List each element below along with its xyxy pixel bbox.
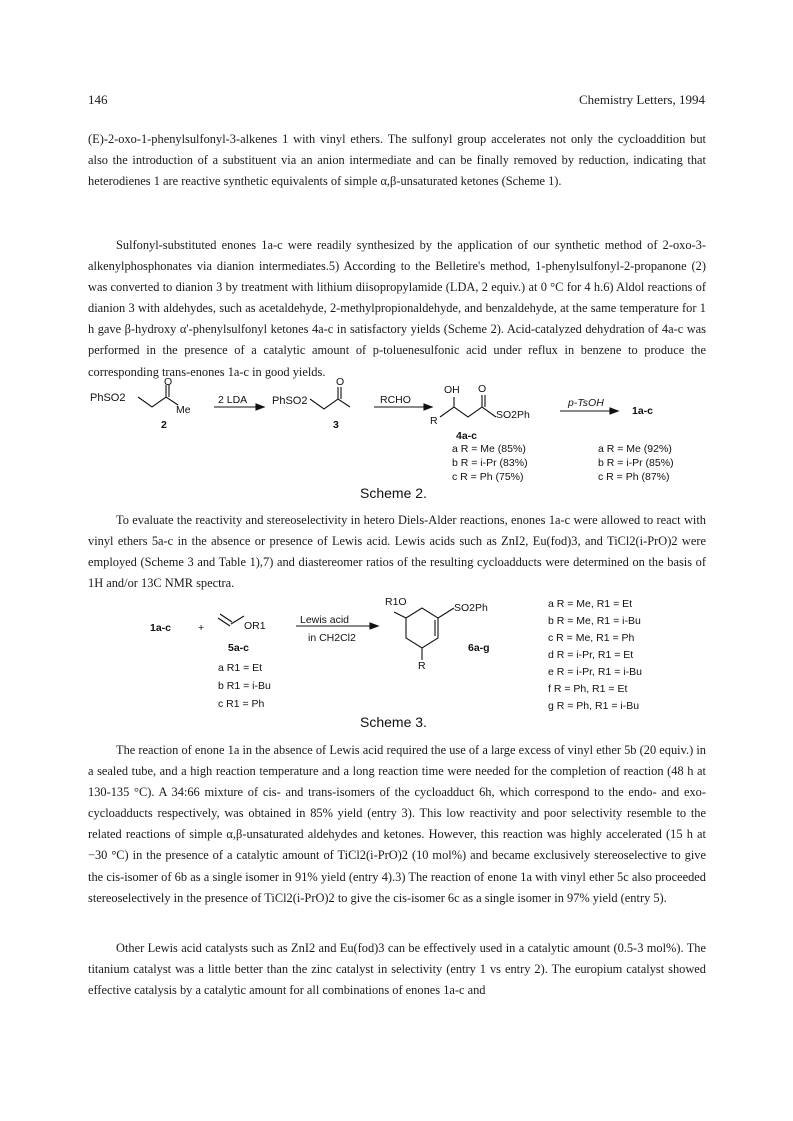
reagent-rcho: RCHO: [380, 394, 411, 406]
o-label-2: O: [164, 376, 173, 388]
list1-b: b R = i-Pr (85%): [598, 457, 674, 469]
list6-b: b R = Me, R1 = i-Bu: [548, 615, 641, 627]
solvent-label: in CH2Cl2: [308, 632, 356, 644]
list6-f: f R = Ph, R1 = Et: [548, 683, 628, 695]
scheme-2-caption: Scheme 2.: [360, 485, 427, 501]
list5-b: b R1 = i-Bu: [218, 680, 271, 692]
plus-sign: +: [198, 622, 205, 634]
compound-4-label: 4a-c: [456, 430, 478, 442]
list4-c: c R = Ph (75%): [452, 471, 524, 483]
list5-c: c R1 = Ph: [218, 698, 265, 710]
list1-c: c R = Ph (87%): [598, 471, 670, 483]
compound-6-label: 6a-g: [468, 642, 490, 654]
list6-d: d R = i-Pr, R1 = Et: [548, 649, 634, 661]
phso2-label-3: PhSO2: [272, 395, 308, 407]
compound-1-label: 1a-c: [632, 405, 654, 417]
list4-a: a R = Me (85%): [452, 443, 526, 455]
reagent-lda: 2 LDA: [218, 394, 248, 406]
reagent-lewis-acid: Lewis acid: [300, 614, 350, 626]
r1o-label: R1O: [385, 596, 407, 608]
paragraph-2: Sulfonyl-substituted enones 1a-c were readily synthesized by the application of our synthetic method of 2-oxo-3-alkenylphosphonates via dianion intermediates.5) According to the Belletire's method, 1-phenylsulfonyl-2-propanone (2) was converted to dianion 3 by treatment with lithium diisopropylamide (LDA, 2 equiv.) at 0 °C for 4 h.6) Aldol reactions of dianion 3 with aldehydes, such as acetaldehyde, 2-methylpropionaldehyde, and benzaldehyde, at the same temperature for 1 h gave β-hydroxy α'-phenylsulfonyl ketones 4a-c in satisfactory yields (Scheme 2). Acid-catalyzed dehydration of 4a-c was performed in the presence of a catalytic amount of p-toluenesulfonic acid under reflux in benzene to produce the corresponding trans-enones 1a-c in good yields.: [88, 238, 706, 379]
so2ph-label-4: SO2Ph: [496, 409, 530, 421]
list6-c: c R = Me, R1 = Ph: [548, 632, 635, 644]
paragraph-3: To evaluate the reactivity and stereoselectivity in hetero Diels-Alder reactions, enones 1a-c were allowed to react with vinyl ethers 5a-c in the absence or presence of Lewis acid. Lewis acids such as ZnI2, Eu(fod)3, and TiCl2(i-PrO)2 were employed (Scheme 3 and Table 1),7) and diastereomer ratios of the resulting cycloadducts were determined on the basis of 1H and/or 13C NMR spectra.: [88, 513, 706, 591]
compound-3-label: 3: [333, 419, 339, 431]
or1-label: OR1: [244, 620, 266, 632]
scheme-2: [88, 376, 706, 505]
list1-a: a R = Me (92%): [598, 443, 672, 455]
paragraph-1: (E)-2-oxo-1-phenylsulfonyl-3-alkenes 1 with vinyl ethers. The sulfonyl group accelerates not only the cycloaddition but also the introduction of a substituent via an anion intermediate and can be finally removed by reduction, indicating that heterodienes 1 are reactive synthetic equivalents of simple α,β-unsaturated ketones (Scheme 1).: [88, 132, 706, 189]
paragraph-4: The reaction of enone 1a in the absence of Lewis acid required the use of a large excess of vinyl ether 5b (20 equiv.) in a sealed tube, and a high reaction temperature and a long reaction time were needed for the completion of reaction (48 h at 130-135 °C). A 34:66 mixture of cis- and trans-isomers of the cycloadduct 6h, which correspond to the endo- and exo-cycloadducts respectively, was obtained in 85% yield (entry 3). This low reactivity and poor selectivity resemble to the related reactions of simple α,β-unsaturated aldehydes and ketones. However, this reaction was highly accelerated (15 h at −30 °C) in the presence of a catalytic amount of TiCl2(i-PrO)2 (10 mol%) and became exclusively stereoselective to give the cis-isomer of 6b as a single isomer in 91% yield (entry 4).3) The reaction of enone 1a with vinyl ether 5c also proceeded stereoselectively in the presence of TiCl2(i-PrO)2 to give the cis-isomer 6c as a single isomer in 97% yield (entry 5).: [88, 743, 706, 905]
oh-label: OH: [444, 384, 460, 396]
page-number: 146: [88, 92, 108, 107]
compound-5-label: 5a-c: [228, 642, 250, 654]
phso2-label-2: PhSO2: [90, 392, 126, 404]
compound-2-label: 2: [161, 419, 167, 431]
so2ph-label-6: SO2Ph: [454, 602, 488, 614]
r-label-6: R: [418, 660, 426, 672]
o-label-3: O: [336, 376, 345, 388]
list6-e: e R = i-Pr, R1 = i-Bu: [548, 666, 642, 678]
paragraph-5: Other Lewis acid catalysts such as ZnI2 and Eu(fod)3 can be effectively used in a catalytic amount (0.5-3 mol%). The titanium catalyst was a little better than the zinc catalyst in selectivity (entry 1 vs entry 2). The europium catalyst showed effective catalysis by a catalytic amount for all combinations of enones 1a-c and: [88, 941, 706, 998]
me-label: Me: [176, 404, 191, 416]
list5-a: a R1 = Et: [218, 662, 263, 674]
r-label-4: R: [430, 415, 438, 427]
reactant-1-label: 1a-c: [150, 622, 172, 634]
o-label-4: O: [478, 383, 487, 395]
list6-g: g R = Ph, R1 = i-Bu: [548, 700, 640, 712]
reagent-ptsoh: p-TsOH: [568, 397, 604, 409]
list4-b: b R = i-Pr (83%): [452, 457, 528, 469]
list6-a: a R = Me, R1 = Et: [548, 598, 633, 610]
scheme-3: [88, 596, 706, 736]
journal-header: Chemistry Letters, 1994: [578, 92, 705, 107]
scheme-3-caption: Scheme 3.: [360, 714, 427, 730]
